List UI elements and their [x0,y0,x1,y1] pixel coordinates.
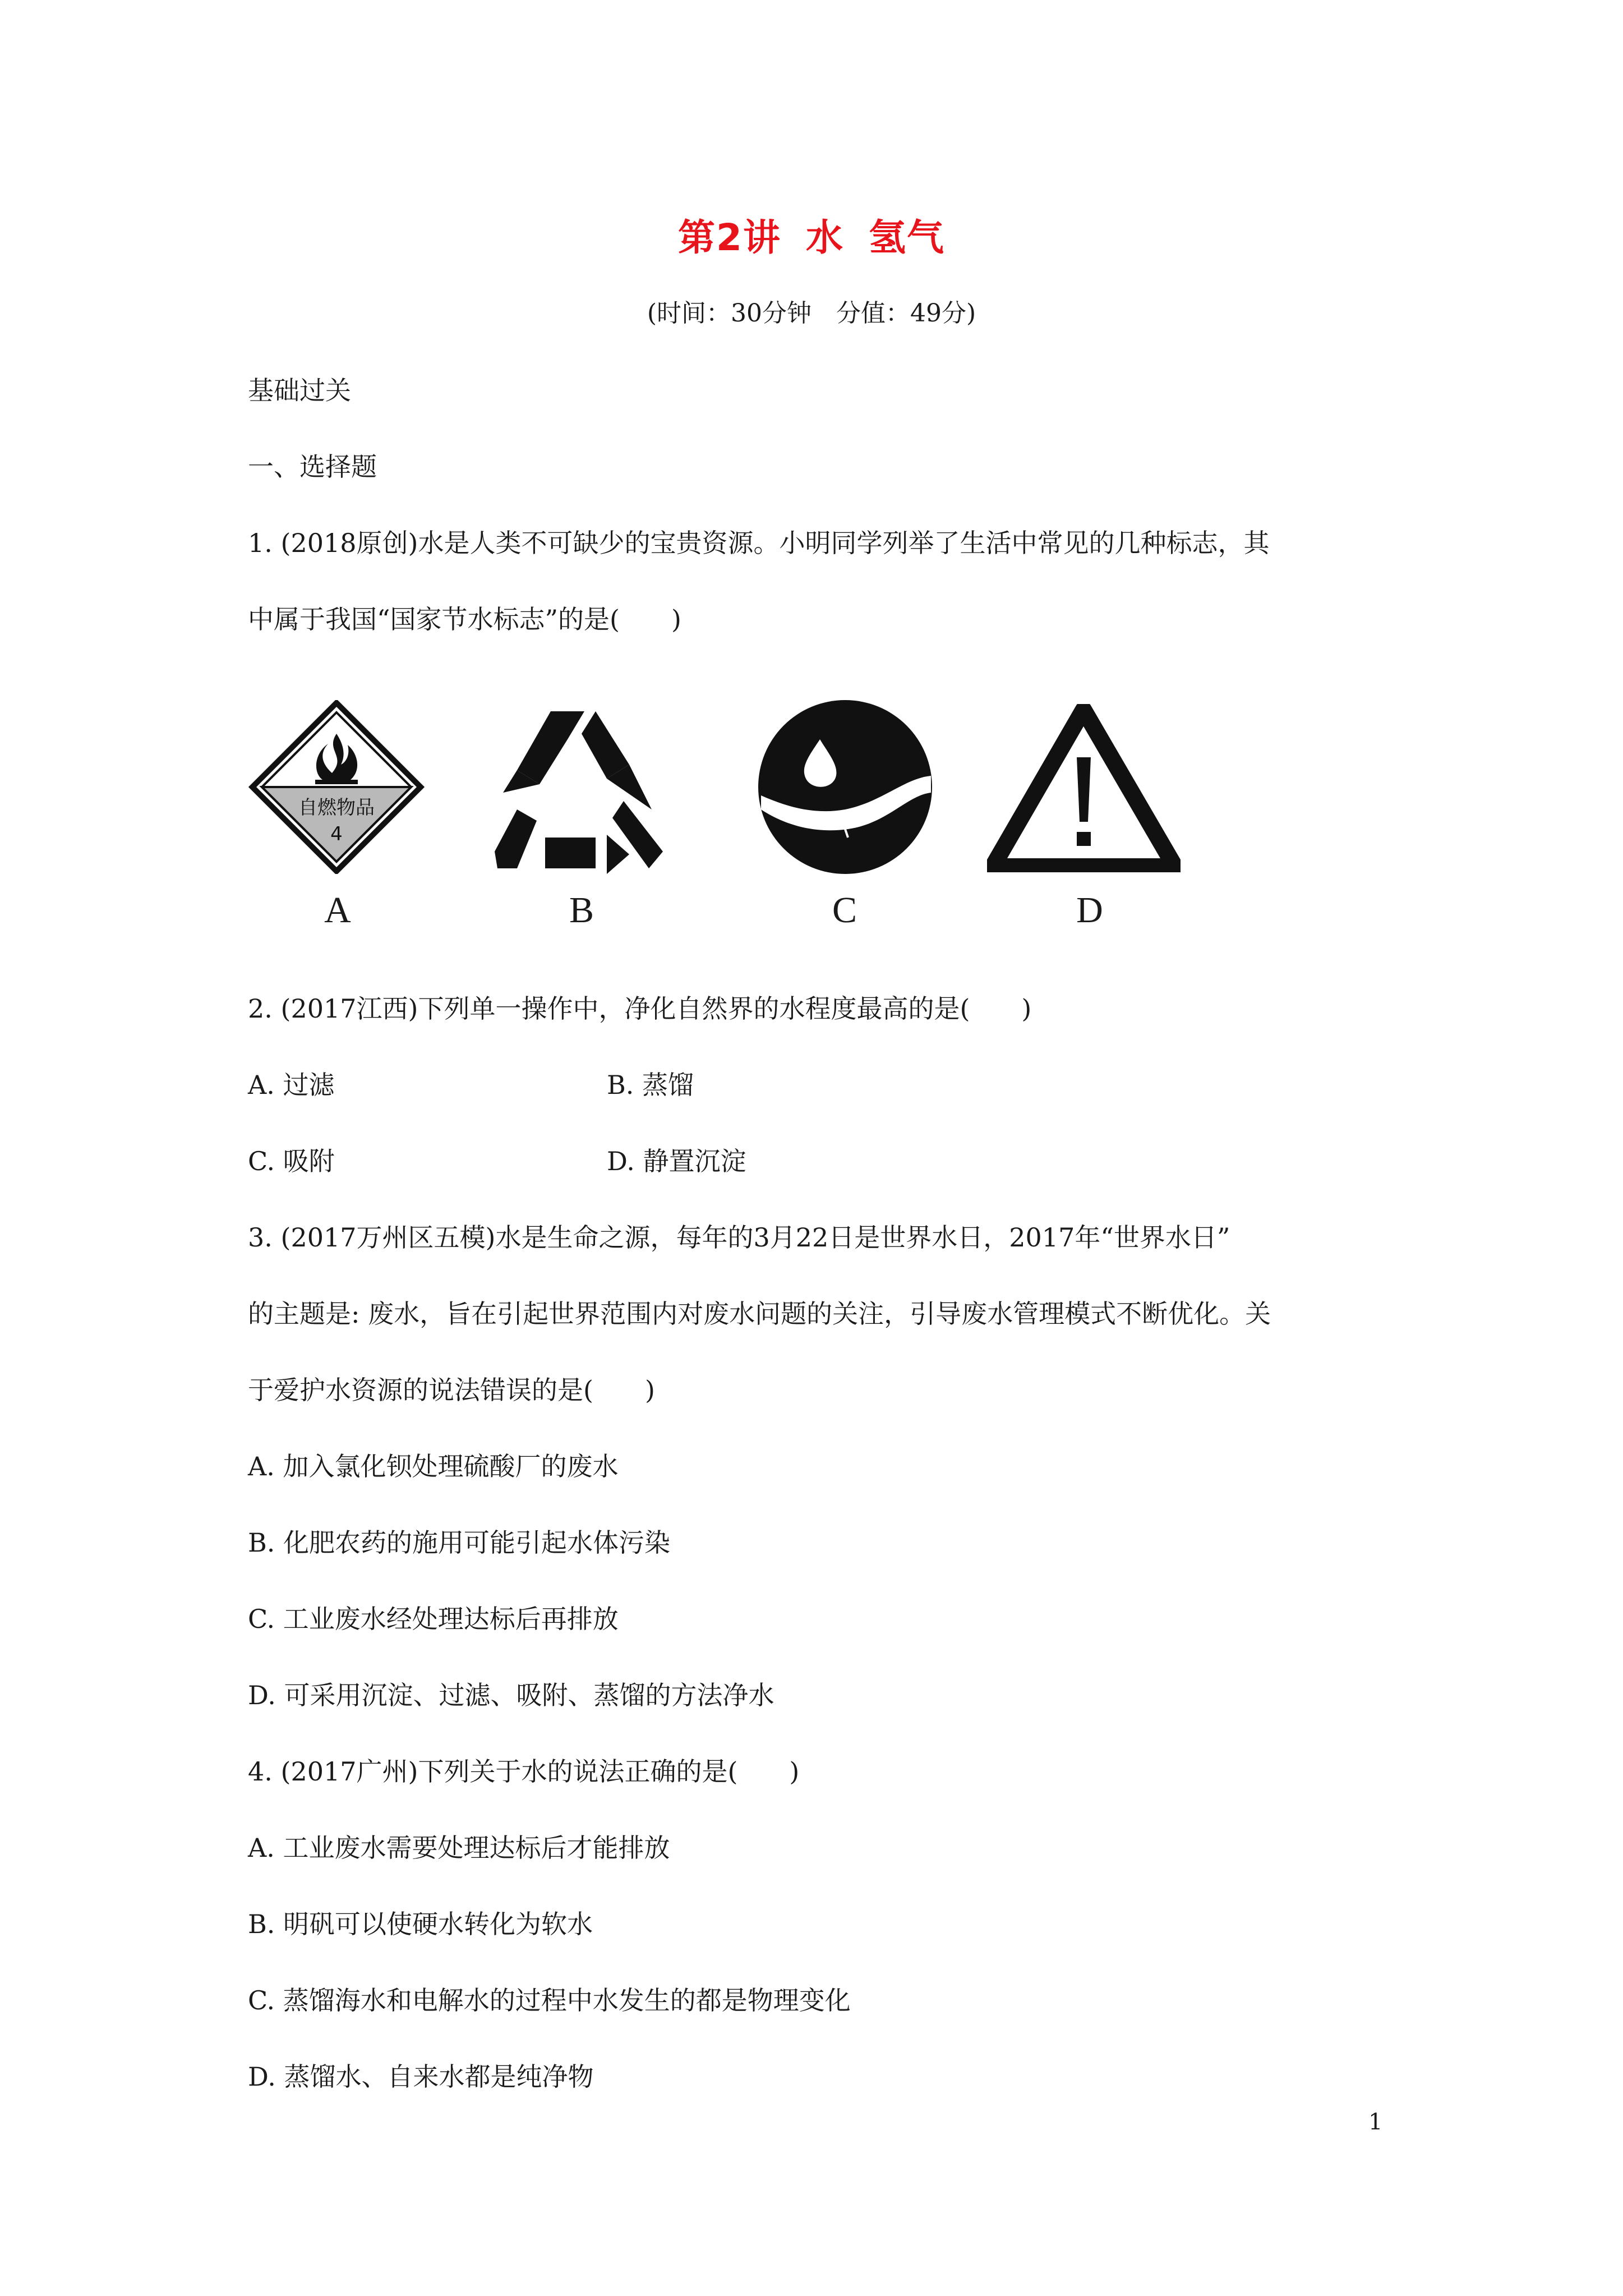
water-saving-icon [753,694,938,880]
q3-option-b: B. 化肥农药的施用可能引起水体污染 [248,1527,671,1558]
part-heading: 一、选择题 [248,452,377,482]
q2-option-c: C. 吸附 [248,1146,335,1176]
flammable-solid-sign [247,700,426,874]
time-score-info: (时间：30分钟 分值：49分) [647,299,976,328]
q4-option-b: B. 明矾可以使硬水转化为软水 [248,1909,593,1939]
recycling-icon [483,700,680,874]
q4-option-d: D. 蒸馏水、自来水都是纯净物 [248,2062,594,2092]
title-lesson: 第2讲 [678,216,781,259]
q2-option-a: A. 过滤 [248,1070,335,1100]
q4-stem: 4. (2017广州)下列关于水的说法正确的是( ) [248,1756,800,1787]
page-number: 1 [1368,2109,1383,2135]
warning-icon [987,704,1181,872]
q3-option-a: A. 加入氯化钡处理硫酸厂的废水 [248,1451,619,1481]
option-label-d: D [1076,890,1103,931]
q3-option-c: C. 工业废水经处理达标后再排放 [248,1604,619,1634]
q1-stem-line1: 1. (2018原创)水是人类不可缺少的宝贵资源。小明同学列举了生活中常见的几种标志，其 [248,528,1270,558]
q2-option-d: D. 静置沉淀 [607,1146,746,1176]
q3-stem-line2: 的主题是: 废水，旨在引起世界范围内对废水问题的关注，引导废水管理模式不断优化。关 [248,1299,1271,1329]
svg-text:4: 4 [330,823,343,845]
q4-option-c: C. 蒸馏海水和电解水的过程中水发生的都是物理变化 [248,1985,851,2016]
q1-stem-line2: 中属于我国“国家节水标志”的是( ) [248,604,681,634]
option-label-a: A [324,890,351,931]
section-heading: 基础过关 [248,375,351,406]
q2-stem: 2. (2017江西)下列单一操作中，净化自然界的水程度最高的是( ) [248,993,1032,1024]
q3-stem-line3: 于爱护水资源的说法错误的是( ) [248,1375,655,1405]
title-topic-water: 水 [805,216,844,259]
title-topic-hydrogen: 氢气 [868,216,945,259]
option-label-c: C [832,890,857,931]
q3-option-d: D. 可采用沉淀、过滤、吸附、蒸馏的方法净水 [248,1680,774,1710]
q4-option-a: A. 工业废水需要处理达标后才能排放 [248,1833,670,1863]
q3-stem-line1: 3. (2017万州区五模)水是生命之源，每年的3月22日是世界水日，2017年“世界水日” [248,1222,1230,1253]
option-label-b: B [569,890,594,931]
page-title [0,208,1623,261]
q2-option-b: B. 蒸馏 [607,1070,694,1100]
svg-text:自燃物品: 自燃物品 [298,797,375,819]
